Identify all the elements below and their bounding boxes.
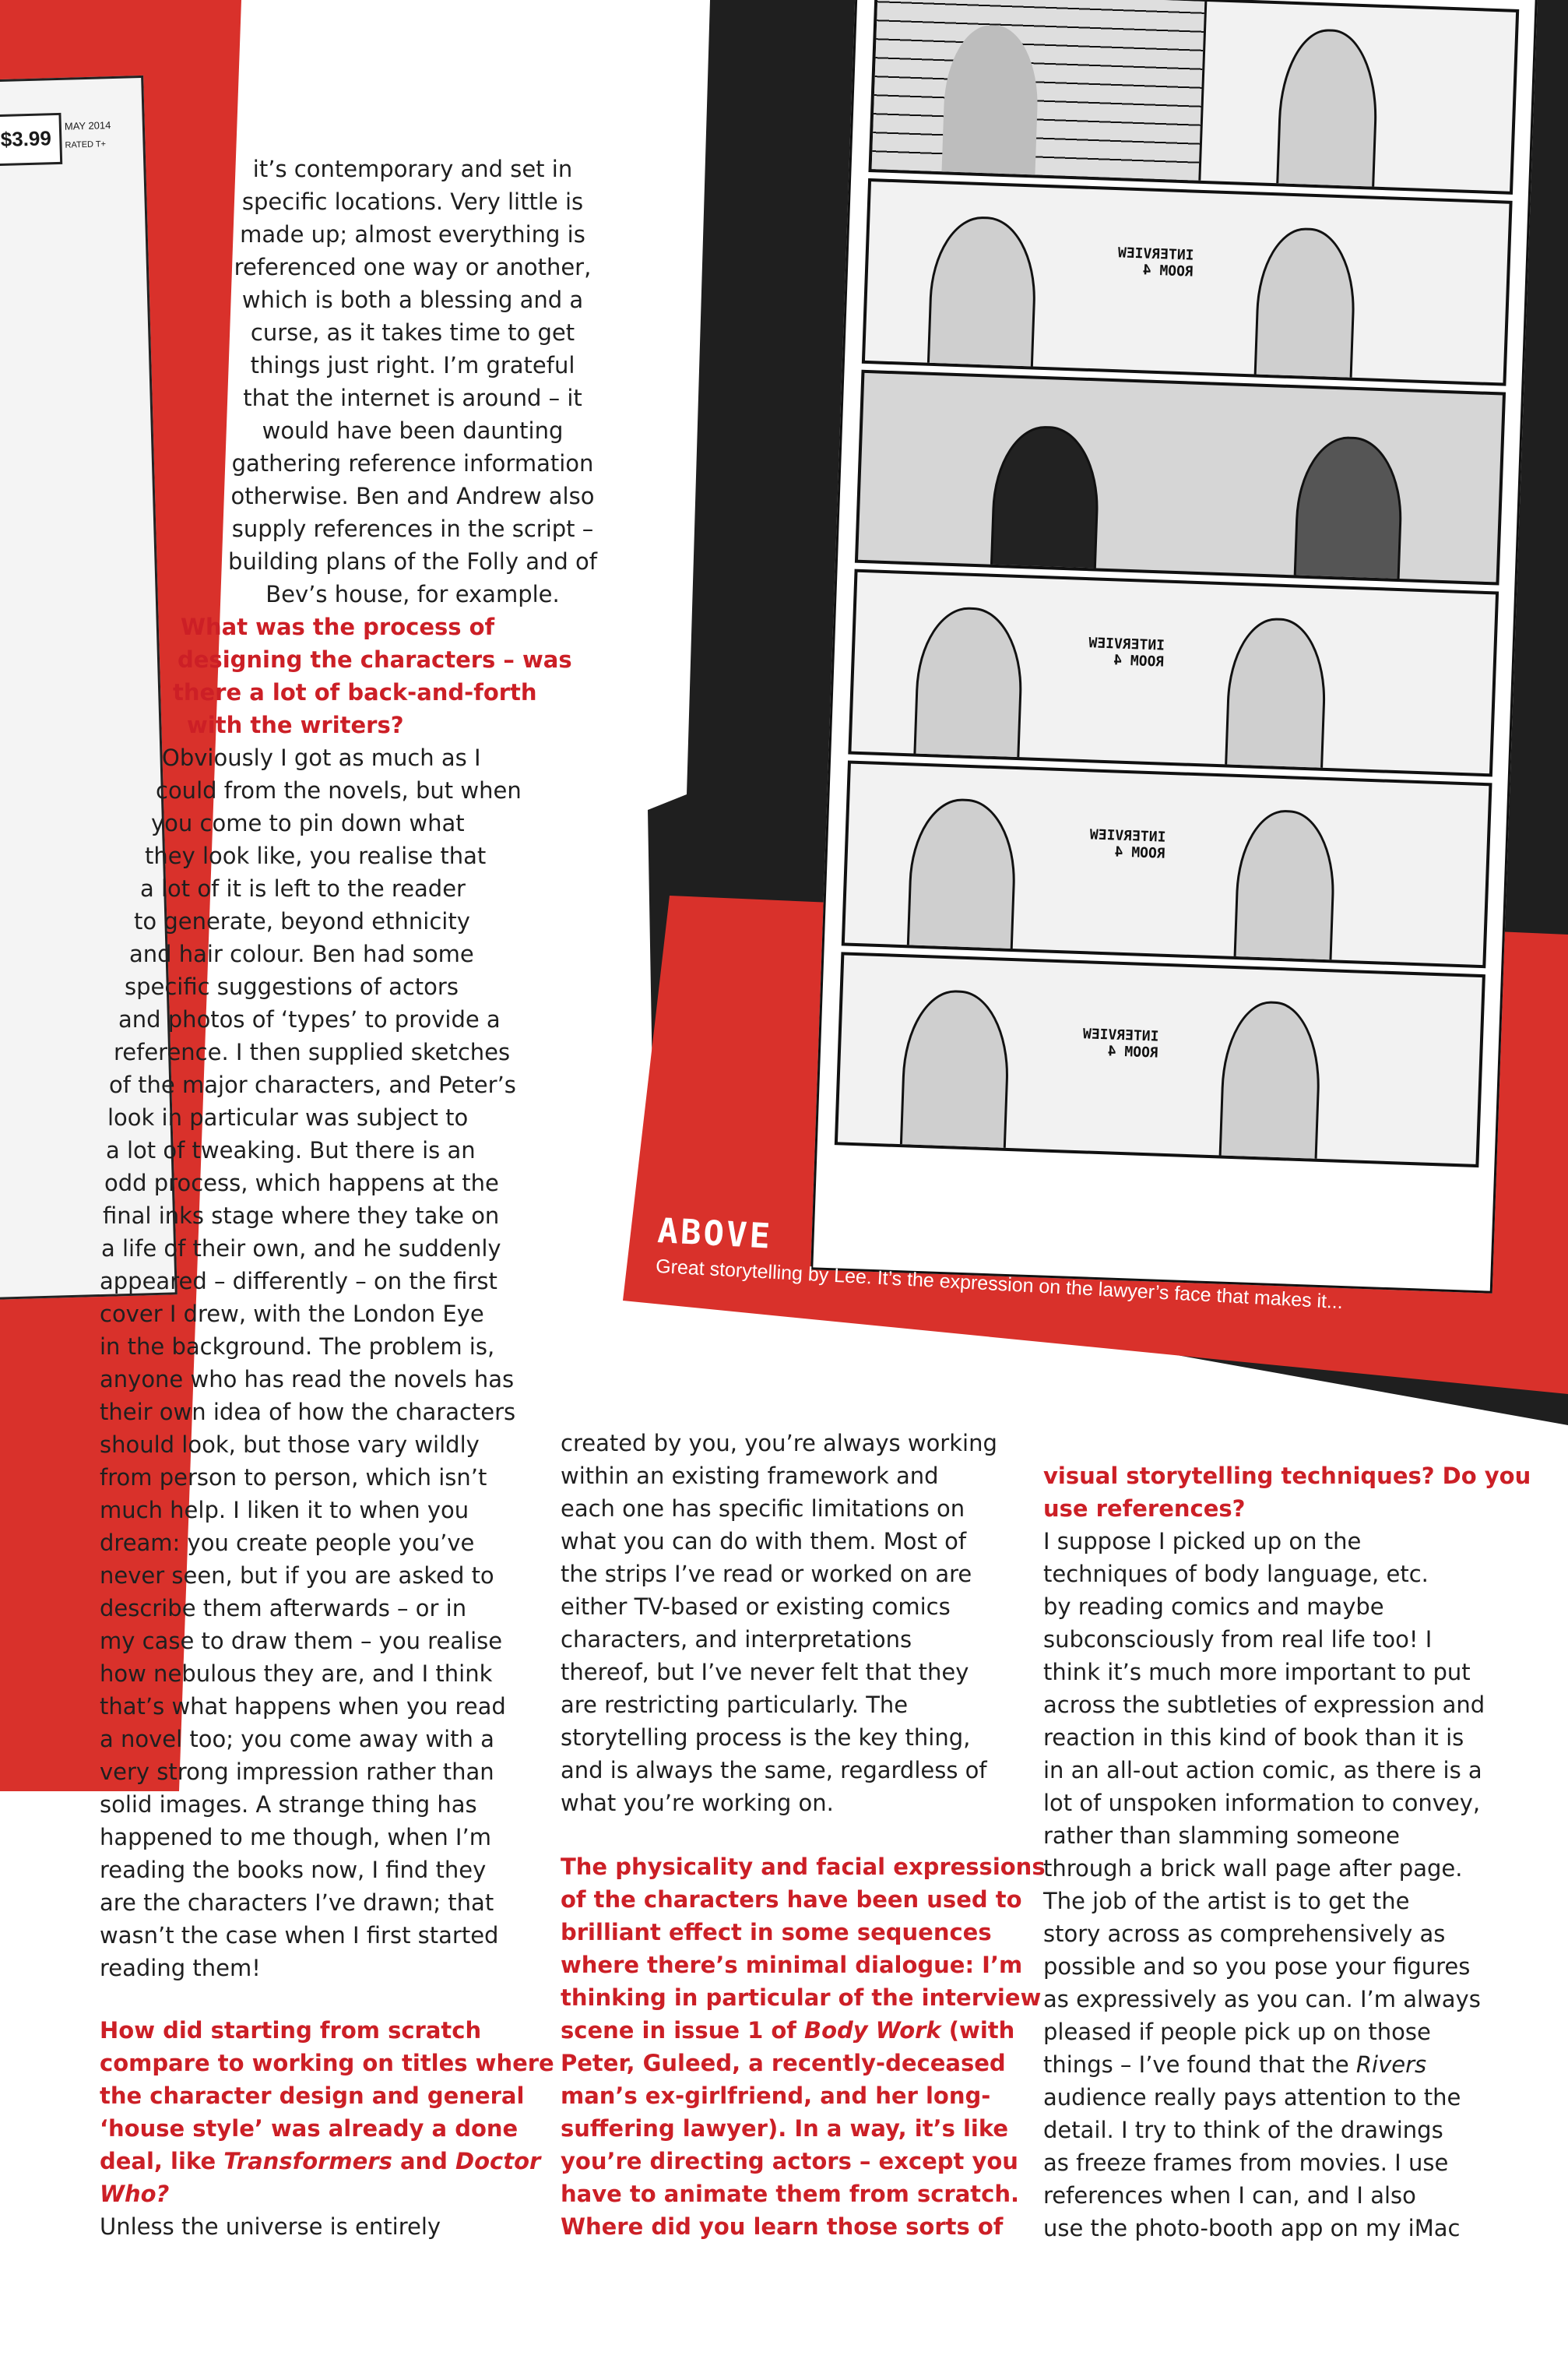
text-line: specific suggestions of actors [125,973,459,1000]
text-line: Obviously I got as much as I [162,745,481,771]
sign-line-1: INTERVIEW [1082,1026,1159,1045]
question-heading-3-continued [1043,1459,1557,1525]
answer-paragraph-1 [100,741,567,1984]
text-line: you come to pin down what [151,810,465,836]
sign-line-1: INTERVIEW [1089,826,1166,846]
lawyer-figure [1292,435,1405,585]
text-line: cover I drew, with the London Eye [100,1301,484,1327]
text-line: created by you, you’re always working [561,1430,997,1456]
text-line: happened to me though, when I’m [100,1824,491,1850]
text-line: in the background. The problem is, [100,1333,495,1360]
man-with-glasses-figure [912,606,1025,777]
text-line: each one has specific limitations on [561,1495,965,1522]
text-line: with the writers? [187,712,404,738]
comic-panel-1 [868,0,1519,195]
sign-line-1: INTERVIEW [1088,635,1165,654]
text-line: thereof, but I’ve never felt that they [561,1659,969,1685]
text-line: as freeze frames from movies. I use [1043,2149,1449,2176]
text-line: compare to working on titles where [100,2050,554,2076]
text-line: characters, and interpretations [561,1626,912,1653]
text-line: look in particular was subject to [107,1104,469,1131]
woman-figure [1232,808,1337,968]
text-line [100,2145,567,2178]
text-line: Unless the universe is entirely [100,2213,441,2240]
text-line: describe them afterwards – or in [100,1595,467,1621]
text-line: a novel too; you come away with a [100,1726,494,1752]
text-line: solid images. A strange thing has [100,1791,477,1818]
text-line: that’s what happens when you read [100,1693,506,1720]
sign-line-2: ROOM 4 [1113,652,1165,671]
text-line: wasn’t the case when I first started [100,1922,499,1949]
sign-line-1: INTERVIEW [1117,245,1194,264]
text-line: from person to person, which isn’t [100,1464,487,1491]
text-line: across the subtleties of expression and [1043,1692,1485,1718]
text-line: What was the process of [181,614,495,640]
comic-page-artwork [810,0,1538,1294]
text-line: referenced one way or another, [234,254,592,280]
text-line: you’re directing actors – except you [561,2148,1018,2174]
text-line: thinking in particular of the interview [561,1984,1042,2011]
cover-rating: RATED T+ [65,139,107,150]
question-heading-3 [561,1850,1046,2243]
text-line: reaction in this kind of book than it is [1043,1724,1464,1751]
text-line: use the photo-booth app on my iMac [1043,2215,1461,2241]
text-line: dream: you create people you’ve [100,1530,475,1556]
comic-panel-5 [842,760,1492,968]
text-line: are restricting particularly. The [561,1692,909,1718]
text-line: Bev’s house, for example. [265,581,560,607]
interview-room-sign [1089,826,1166,861]
text-line: and is always the same, regardless of [561,1757,987,1783]
woman-figure [1224,616,1328,776]
woman-figure [1253,226,1357,386]
text-line: where there’s minimal dialogue: I’m [561,1952,1023,1978]
title-italic: Body Work [804,2017,941,2044]
woman-figure [1218,1000,1322,1168]
woman-hijab-figure [989,424,1101,586]
text-line: references when I can, and I also [1043,2182,1416,2209]
text-line: through a brick wall page after page. [1043,1855,1463,1882]
text-line: The physicality and facial expressions [561,1854,1046,1880]
text-line: I suppose I picked up on the [1043,1528,1362,1554]
text-line: otherwise. Ben and Andrew also [230,483,595,509]
text-line: there a lot of back-and-forth [173,679,537,706]
text-line: Peter, Guleed, a recently-deceased [561,2050,1006,2076]
cover-date: MAY 2014 [64,119,111,132]
text-line: subconsciously from real life too! I [1043,1626,1433,1653]
sign-line-2: ROOM 4 [1142,262,1194,280]
text-line: brilliant effect in some sequences [561,1919,992,1945]
text-line: story across as comprehensively as [1043,1921,1446,1947]
text-line: very strong impression rather than [100,1759,494,1785]
text-line: Where did you learn those sorts of [561,2213,1004,2240]
text-line: How did starting from scratch [100,2017,482,2044]
text-line: anyone who has read the novels has [100,1366,515,1392]
text-line: visual storytelling techniques? Do you [1043,1463,1531,1489]
text-line: curse, as it takes time to get [250,319,575,346]
answer-paragraph-3 [1043,1525,1557,2244]
text-line: pleased if people pick up on those [1043,2019,1431,2045]
text-span: things – I’ve found that the [1043,2051,1356,2078]
text-line: what you’re working on. [561,1790,834,1816]
text-line: by reading comics and maybe [1043,1593,1384,1620]
comic-panel-4 [848,569,1499,777]
text-line: audience really pays attention to the [1043,2084,1461,2111]
question-heading-2 [100,2014,567,2210]
man-with-glasses-figure [899,988,1011,1167]
text-line: detail. I try to think of the drawings [1043,2117,1443,2143]
text-line: a life of their own, and he suddenly [101,1235,501,1262]
text-line: gathering reference information [231,450,594,477]
text-line: within an existing framework and [561,1463,939,1489]
interview-room-sign [1082,1026,1159,1061]
comic-panel-3 [855,370,1506,586]
caption-title: ABOVE [656,1211,774,1257]
text-line: man’s ex-girlfriend, and her long- [561,2082,991,2109]
text-span: scene in issue 1 of [561,2017,804,2044]
answer-paragraph-2-start [100,2210,567,2243]
text-line: it’s contemporary and set in [252,156,573,182]
text-line: the character design and general [100,2082,525,2109]
answer-paragraph-2 [561,1427,1028,1819]
interview-room-sign [1117,245,1194,280]
text-line: in an all-out action comic, as there is a [1043,1757,1482,1783]
intro-paragraph [179,153,646,611]
comic-panel-2 [862,178,1513,386]
caption-text: Great storytelling by Lee. It’s the expression on the lawyer’s face that makes it... [655,1255,1344,1314]
text-line: final inks stage where they take on [103,1202,500,1229]
text-line: which is both a blessing and a [241,287,584,313]
interview-room-sign [1088,635,1165,670]
text-line: techniques of body language, etc. [1043,1561,1429,1587]
text-line: specific locations. Very little is [241,188,584,215]
cover-price: $3.99 [0,113,62,167]
text-line: lot of unspoken information to convey, [1043,1790,1481,1816]
text-line: are the characters I’ve drawn; that [100,1889,494,1916]
sign-line-2: ROOM 4 [1107,1043,1159,1061]
brick-wall [872,0,1208,181]
text-span: and [392,2148,456,2174]
man-with-glasses-figure [906,797,1018,968]
text-line: what you can do with them. Most of [561,1528,967,1554]
text-line: how nebulous they are, and I think [100,1660,493,1687]
text-line: think it’s much more important to put [1043,1659,1471,1685]
text-line: could from the novels, but when [156,777,522,804]
cover-artwork-lines [0,269,15,566]
comic-panel-6 [835,952,1485,1167]
text-line: storytelling process is the key thing, [561,1724,971,1751]
text-span: (with [940,2017,1015,2044]
text-line: odd process, which happens at the [104,1170,499,1196]
text-line: made up; almost everything is [240,221,585,248]
text-line: appeared – differently – on the first [100,1268,497,1294]
text-line: and hair colour. Ben had some [129,941,474,967]
text-line: ‘house style’ was already a done [100,2115,519,2142]
text-line: that the internet is around – it [243,385,582,411]
text-line: suffering lawyer). In a way, it’s like [561,2115,1009,2142]
text-line: a lot of tweaking. But there is an [106,1137,476,1164]
woman-figure [1275,27,1380,194]
text-line: would have been daunting [262,417,564,444]
text-line: possible and so you pose your figures [1043,1953,1471,1980]
text-line: their own idea of how the characters [100,1399,516,1425]
text-line: of the characters have been used to [561,1886,1022,1913]
text-line: a lot of it is left to the reader [140,875,466,902]
text-line: building plans of the Folly and of [228,548,597,575]
title-italic: Transformers [223,2148,392,2174]
text-line: reading the books now, I find they [100,1857,487,1883]
text-line [1043,2048,1557,2081]
title-italic: Who? [100,2181,170,2207]
text-line: reference. I then supplied sketches [114,1039,511,1065]
text-line: should look, but those vary wildly [100,1431,480,1458]
text-line: my case to draw them – you realise [100,1628,503,1654]
text-line: rather than slamming someone [1043,1822,1400,1849]
text-line: the strips I’ve read or worked on are [561,1561,972,1587]
text-line: reading them! [100,1955,261,1981]
text-line: as expressively as you can. I’m always [1043,1986,1481,2012]
title-italic: Doctor [455,2148,541,2174]
text-line: to generate, beyond ethnicity [134,908,470,935]
text-line: things just right. I’m grateful [250,352,575,378]
text-line: they look like, you realise that [145,843,487,869]
title-italic: Rivers [1355,2051,1427,2078]
text-line: never seen, but if you are asked to [100,1562,494,1589]
text-line: of the major characters, and Peter’s [109,1072,516,1098]
text-line: designing the characters – was [178,646,572,673]
sign-line-2: ROOM 4 [1114,843,1166,862]
text-line [561,2014,1043,2047]
question-heading-1 [165,611,601,741]
text-line: have to animate them from scratch. [561,2181,1020,2207]
text-line: supply references in the script – [231,516,594,542]
text-line: much help. I liken it to when you [100,1497,469,1523]
text-line [100,2178,567,2210]
text-line: The job of the artist is to get the [1043,1888,1410,1914]
man-with-glasses-figure [926,215,1039,386]
text-line: use references? [1043,1495,1246,1522]
text-span: deal, like [100,2148,224,2174]
text-line: either TV-based or existing comics [561,1593,951,1620]
text-line: and photos of ‘types’ to provide a [118,1006,501,1033]
